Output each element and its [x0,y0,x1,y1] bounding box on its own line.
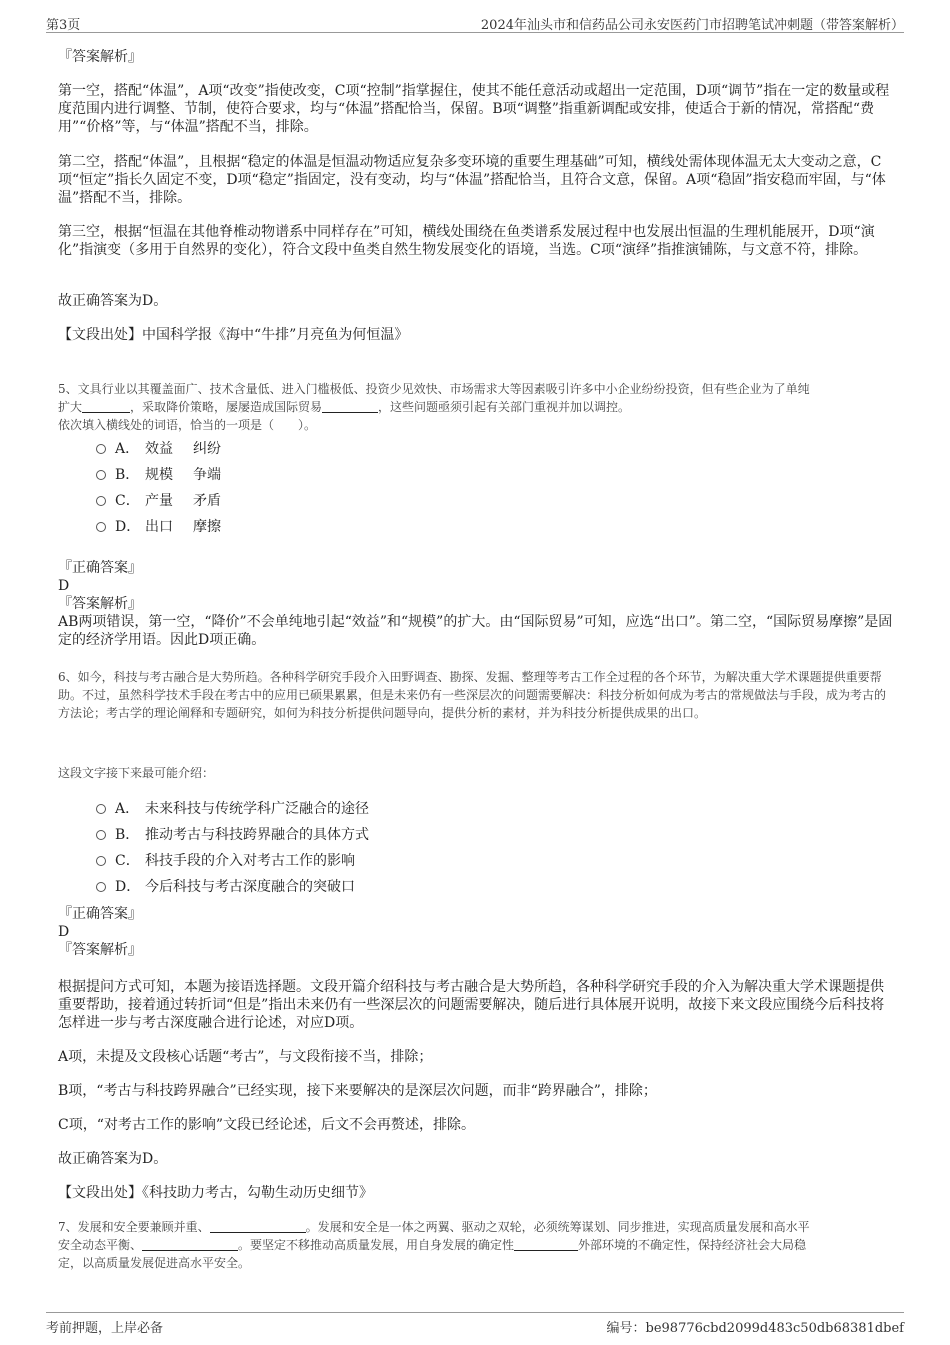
radio-icon[interactable] [96,496,106,506]
radio-icon[interactable] [96,470,106,480]
q4-analysis-para2: 第二空，搭配“体温”，且根据“稳定的体温是恒温动物适应复杂多变环境的重要生理基础”可知，横线处需体现体温无太大变动之意，C项“恒定”指长久固定不变，D项“稳定”指固定，没有变动，均与“体温”搭配恰当，且符合文意，保留。A项“稳固”指安稳而牢固，与“体温”搭配不当，排除。 [58,154,886,206]
q6-question: 这段文字接下来最可能介绍： [58,766,215,780]
page-footer [46,1312,904,1336]
q5-analysis-title: 『答案解析』 [58,596,142,612]
footer-slogan: 考前押题，上岸必备 [46,1321,164,1336]
q6-option-c[interactable]: C． 科技手段的介入对考古工作的影响 [96,852,355,870]
q6-answer: D [58,924,70,940]
q5-analysis: AB两项错误，第一空，“降价”不会单纯地引起“效益”和“规模”的扩大。由“国际贸易”可知，应选“出口”。第二空，“国际贸易摩擦”是固定的经济学用语。因此D项正确。 [58,614,893,648]
q5-answer-title: 『正确答案』 [58,560,142,576]
q6-analysis-para2: A项，未提及文段核心话题“考古”，与文段衔接不当，排除； [58,1049,433,1065]
radio-icon[interactable] [96,882,106,892]
q6-analysis-para4: C项，“对考古工作的影响”文段已经论述，后文不会再赘述，排除。 [58,1117,476,1133]
q5-option-b[interactable]: B． 规模 争端 [96,466,221,484]
page-number: 第3页 [46,18,81,33]
q5-option-d[interactable]: D． 出口 摩擦 [96,518,221,536]
q6-conclusion: 故正确答案为D。 [58,1151,168,1167]
q6-option-b[interactable]: B． 推动考古与科技跨界融合的具体方式 [96,826,369,844]
document-title: 2024年汕头市和信药品公司永安医药门市招聘笔试冲刺题（带答案解析） [480,18,904,33]
q5-stem: 5、文具行业以其覆盖面广、技术含量低、进入门槛极低、投资少见效快、市场需求大等因素吸引许多中小企业纷纷投资，但有些企业为了单纯 扩大 ，采取降价策略，屡屡造成国际贸易 ，这些问题亟须引起有关部门重视并加以调控。 依次填入横线处的词语，恰当的一项是（ ）。 [58,382,810,432]
q4-source: 【文段出处】中国科学报《海中“牛排”月亮鱼为何恒温》 [58,327,409,343]
q6-analysis-title: 『答案解析』 [58,942,142,958]
q5-answer-block [58,559,894,649]
q7-stem: 7、发展和安全要兼顾并重、 。发展和安全是一体之两翼、驱动之双轮，必须统筹谋划、同步推进，实现高质量发展和高水平 安全动态平衡、 。要坚定不移推动高质量发展，用自身发展的确定性 外部环境的不确定性，保持经济社会大局稳 定，以高质量发展促进高水平安全。 [58,1220,810,1270]
q6-answer-title: 『正确答案』 [58,906,142,922]
radio-icon[interactable] [96,804,106,814]
q5-option-a[interactable]: A． 效益 纠纷 [96,440,221,458]
q5-answer: D [58,578,70,594]
radio-icon[interactable] [96,444,106,454]
q4-analysis-para1: 第一空，搭配“体温”，A项“改变”指使改变，C项“控制”指掌握住，使其不能任意活动或超出一定范围，D项“调节”指在一定的数量或程度范围内进行调整、节制，使符合要求，均与“体温”搭配恰当，保留。B项“调整”指重新调配或安排，使适合于新的情况，常搭配“费用”“价格”等，与“体温”搭配不当，排除。 [58,83,890,135]
q4-conclusion: 故正确答案为D。 [58,293,168,309]
radio-icon[interactable] [96,856,106,866]
radio-icon[interactable] [96,830,106,840]
q6-answer-block [58,905,894,959]
q6-analysis-para1: 根据提问方式可知，本题为接语选择题。文段开篇介绍科技与考古融合是大势所趋，各种科学研究手段的介入为解决重大学术课题提供重要帮助，接着通过转折词“但是”指出未来仍有一些深层次的问题需要解决，随后进行具体展开说明，故接下来文段应围绕今后科技将怎样进一步与考古深度融合进行论述，对应D项。 [58,979,885,1031]
q5-option-c[interactable]: C． 产量 矛盾 [96,492,221,510]
q6-option-d[interactable]: D． 今后科技与考古深度融合的突破口 [96,878,355,896]
q6-stem: 6、如今，科技与考古融合是大势所趋。各种科学研究手段介入田野调查、勘探、发掘、整理等考古工作全过程的各个环节，为解决重大学术课题提供重要帮助。不过，虽然科学技术手段在考古中的应用已硕果累累，但是未来仍有一些深层次的问题需要解决：科技分析如何成为考古的常规做法与手段，成为考古的方法论；考古学的理论阐释和专题研究，如何为科技分析提供问题导向，提供分析的素材，并为科技分析提供成果的出口。 [58,670,887,720]
q6-option-a[interactable]: A． 未来科技与传统学科广泛融合的途径 [96,800,369,818]
q6-source: 【文段出处】《科技助力考古，勾勒生动历史细节》 [58,1185,373,1201]
radio-icon[interactable] [96,522,106,532]
q4-analysis-para3: 第三空，根据“恒温在其他脊椎动物谱系中同样存在”可知，横线处围绕在鱼类谱系发展过程中也发展出恒温的生理机能展开，D项“演化”指演变（多用于自然界的变化），符合文段中鱼类自然生物发展变化的语境，当选。C项“演绎”指推演铺陈，与文意不符，排除。 [58,224,875,258]
page-header [46,14,904,33]
q4-analysis-title: 『答案解析』 [58,49,142,65]
document-id: 编号：be98776cbd2099d483c50db68381dbef [606,1321,904,1336]
q6-analysis-para3: B项，“考古与科技跨界融合”已经实现，接下来要解决的是深层次问题，而非“跨界融合”，排除； [58,1083,657,1099]
